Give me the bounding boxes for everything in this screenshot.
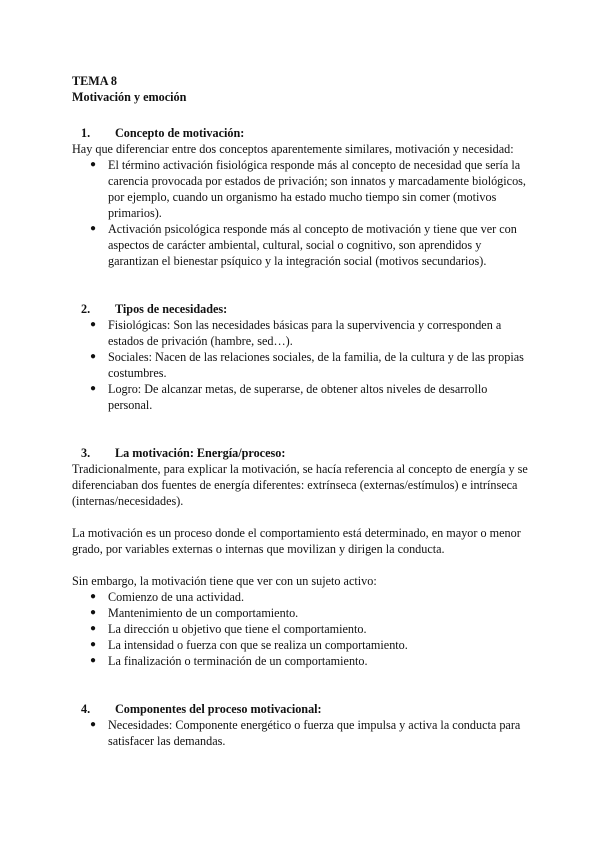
section-number: 2. — [81, 302, 91, 316]
bullet-icon: ● — [90, 639, 97, 650]
list-item — [72, 221, 534, 269]
list-item-text: La intensidad o fuerza con que se realiza un comportamiento. — [108, 638, 408, 652]
list-item — [72, 157, 534, 221]
section-heading — [72, 301, 534, 317]
bullet-icon: ● — [90, 591, 97, 602]
list-item-text: Mantenimiento de un comportamiento. — [108, 606, 299, 620]
section-title: La motivación: Energía/proceso: — [115, 446, 286, 460]
section-title: Tipos de necesidades: — [115, 302, 228, 316]
paragraph: Sin embargo, la motivación tiene que ver con un sujeto activo: — [72, 574, 377, 588]
section-heading — [72, 445, 534, 461]
document-title: TEMA 8 — [72, 74, 118, 88]
section-2 — [72, 301, 534, 413]
list-item-text: Necesidades: Componente energético o fuerza que impulsa y activa la conducta para satisfacer las demandas. — [108, 718, 521, 748]
document-body — [72, 73, 534, 749]
section-heading — [72, 125, 534, 141]
list-item — [72, 589, 534, 605]
bullet-icon: ● — [90, 223, 97, 234]
section-3 — [72, 445, 534, 669]
bullet-list — [72, 717, 534, 749]
list-item-text: La finalización o terminación de un comportamiento. — [108, 654, 368, 668]
bullet-icon: ● — [90, 623, 97, 634]
list-item — [72, 317, 534, 349]
section-number: 3. — [81, 446, 91, 460]
paragraph: La motivación es un proceso donde el comportamiento está determinado, en mayor o menor grado, por variables externas o internas que movilizan y dirigen la conducta. — [72, 526, 521, 556]
section-1 — [72, 125, 534, 269]
list-item — [72, 381, 534, 413]
list-item-text: La dirección u objetivo que tiene el comportamiento. — [108, 622, 367, 636]
list-item — [72, 717, 534, 749]
bullet-list — [72, 589, 534, 669]
bullet-icon: ● — [90, 719, 97, 730]
document-subtitle: Motivación y emoción — [72, 90, 187, 104]
bullet-icon: ● — [90, 607, 97, 618]
list-item-text: Comienzo de una actividad. — [108, 590, 245, 604]
list-item — [72, 653, 534, 669]
bullet-list — [72, 157, 534, 269]
list-item-text: Sociales: Nacen de las relaciones sociales, de la familia, de la cultura y de las propias costumbres. — [108, 350, 524, 380]
bullet-icon: ● — [90, 319, 97, 330]
list-item-text: El término activación fisiológica responde más al concepto de necesidad que sería la carencia provocada por estados de privación; son innatos y marcadamente biológicos, por ejemplo, cuando un organismo ha estado mucho tiempo sin comer (motivos primarios). — [108, 158, 526, 220]
list-item — [72, 637, 534, 653]
list-item — [72, 605, 534, 621]
list-item — [72, 349, 534, 381]
section-intro: Hay que diferenciar entre dos conceptos aparentemente similares, motivación y necesidad: — [72, 142, 514, 156]
list-item-text: Fisiológicas: Son las necesidades básicas para la supervivencia y corresponden a estados de privación (hambre, sed…). — [108, 318, 502, 348]
bullet-icon: ● — [90, 383, 97, 394]
bullet-icon: ● — [90, 351, 97, 362]
section-heading — [72, 701, 534, 717]
list-item-text: Logro: De alcanzar metas, de superarse, de obtener altos niveles de desarrollo personal. — [108, 382, 488, 412]
section-4 — [72, 701, 534, 749]
bullet-icon: ● — [90, 159, 97, 170]
bullet-icon: ● — [90, 655, 97, 666]
section-number: 1. — [81, 126, 91, 140]
bullet-list — [72, 317, 534, 413]
section-title: Componentes del proceso motivacional: — [115, 702, 322, 716]
list-item-text: Activación psicológica responde más al concepto de motivación y tiene que ver con aspectos de carácter ambiental, cultural, social o cognitivo, son aprendidos y garantizan el bienestar psíquico y la integración social (motivos secundarios). — [108, 222, 517, 268]
section-number: 4. — [81, 702, 91, 716]
list-item — [72, 621, 534, 637]
section-title: Concepto de motivación: — [115, 126, 245, 140]
paragraph: Tradicionalmente, para explicar la motivación, se hacía referencia al concepto de energía y se diferenciaban dos fuentes de energía diferentes: extrínseca (externas/estímulos) e intrínseca (internas/necesidades). — [72, 462, 528, 508]
